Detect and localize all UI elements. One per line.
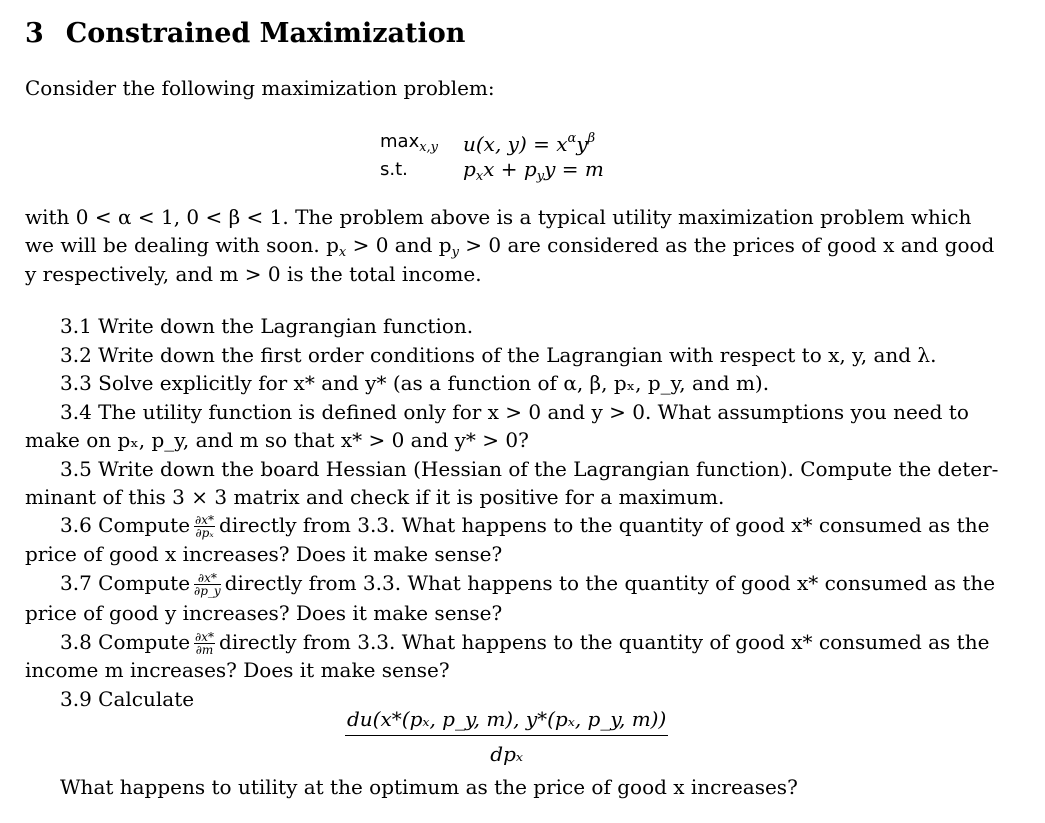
question-3-7-line-2: price of good y increases? Does it make sense? [25,601,503,625]
question-3-2: 3.2 Write down the first order conditions of the Lagrangian with respect to x, y, and λ. [60,343,937,367]
budget-constraint: $p_xx + p_yy = m$ [463,157,604,184]
fraction-dx-dm: $\frac{\partial x*}{\partial m}$ [195,630,215,657]
max-label: $\max_{x,y}$ [380,131,439,155]
paragraph-line-2: we will be dealing with soon. $p_x > 0$ and $p_y > 0$ are considered as the prices of good x and good [25,233,995,260]
fraction-dx-dpx: $\frac{\partial x*}{\text{∂pₓ}}$ [195,513,215,540]
question-3-6-line-2: price of good x increases? Does it make sense? [25,542,503,566]
objective-function: u(x, $y) = x^\alpha y^\beta$ [463,131,596,156]
question-3-4-line-2: make on pₓ, p_y, and m so that x* > 0 and y* > 0? [25,428,529,452]
question-3-9: 3.9 Calculate [60,687,195,711]
section-number: 3 [25,18,44,49]
question-3-5-line-1: 3.5 Write down the board Hessian (Hessian of the Lagrangian function). Compute the deter- [60,457,999,481]
question-3-8-line-1: 3.8 Compute $\frac{\partial x*}{\partial m}$ directly from 3.3. What happens to the quantity of good x* consumed as the [60,630,990,657]
paragraph-line-1: with 0 < α < 1, 0 < β < 1. The problem above is a typical utility maximization problem which [25,205,972,229]
utility-derivative-fraction [345,707,668,766]
question-3-3: 3.3 Solve explicitly for x* and y* (as a function of α, β, pₓ, p_y, and m). [60,371,770,395]
section-title: Constrained Maximization [65,18,466,49]
question-3-4-line-1: 3.4 The utility function is defined only for x > 0 and y > 0. What assumptions you need to [60,400,969,424]
st-label: s.t. [380,159,408,180]
fraction-denominator: dpₓ [490,742,523,766]
intro-text: Consider the following maximization problem: [25,76,495,100]
fraction-dx-dpy: $\frac{\partial x*}{\partial p\_y}$ [194,571,221,598]
closing-question: What happens to utility at the optimum as the price of good x increases? [60,775,798,799]
question-3-5-line-2: minant of this 3 × 3 matrix and check if it is positive for a maximum. [25,485,725,509]
question-3-1: 3.1 Write down the Lagrangian function. [60,314,474,338]
question-3-8-line-2: income m increases? Does it make sense? [25,658,450,682]
question-3-6-line-1: 3.6 Compute $\frac{\partial x*}{\text{∂pₓ}}$ directly from 3.3. What happens to the quantity of good x* consumed as the [60,513,990,540]
fraction-numerator: du(x*(pₓ, p_y, m), y*(pₓ, p_y, m)) [345,707,668,736]
question-3-7-line-1: 3.7 Compute $\frac{\partial x*}{\partial p\_y}$ directly from 3.3. What happens to the quantity of good x* consumed as the [60,571,996,598]
section-heading [25,18,465,49]
paragraph-line-3: y respectively, and m > 0 is the total income. [25,262,482,286]
